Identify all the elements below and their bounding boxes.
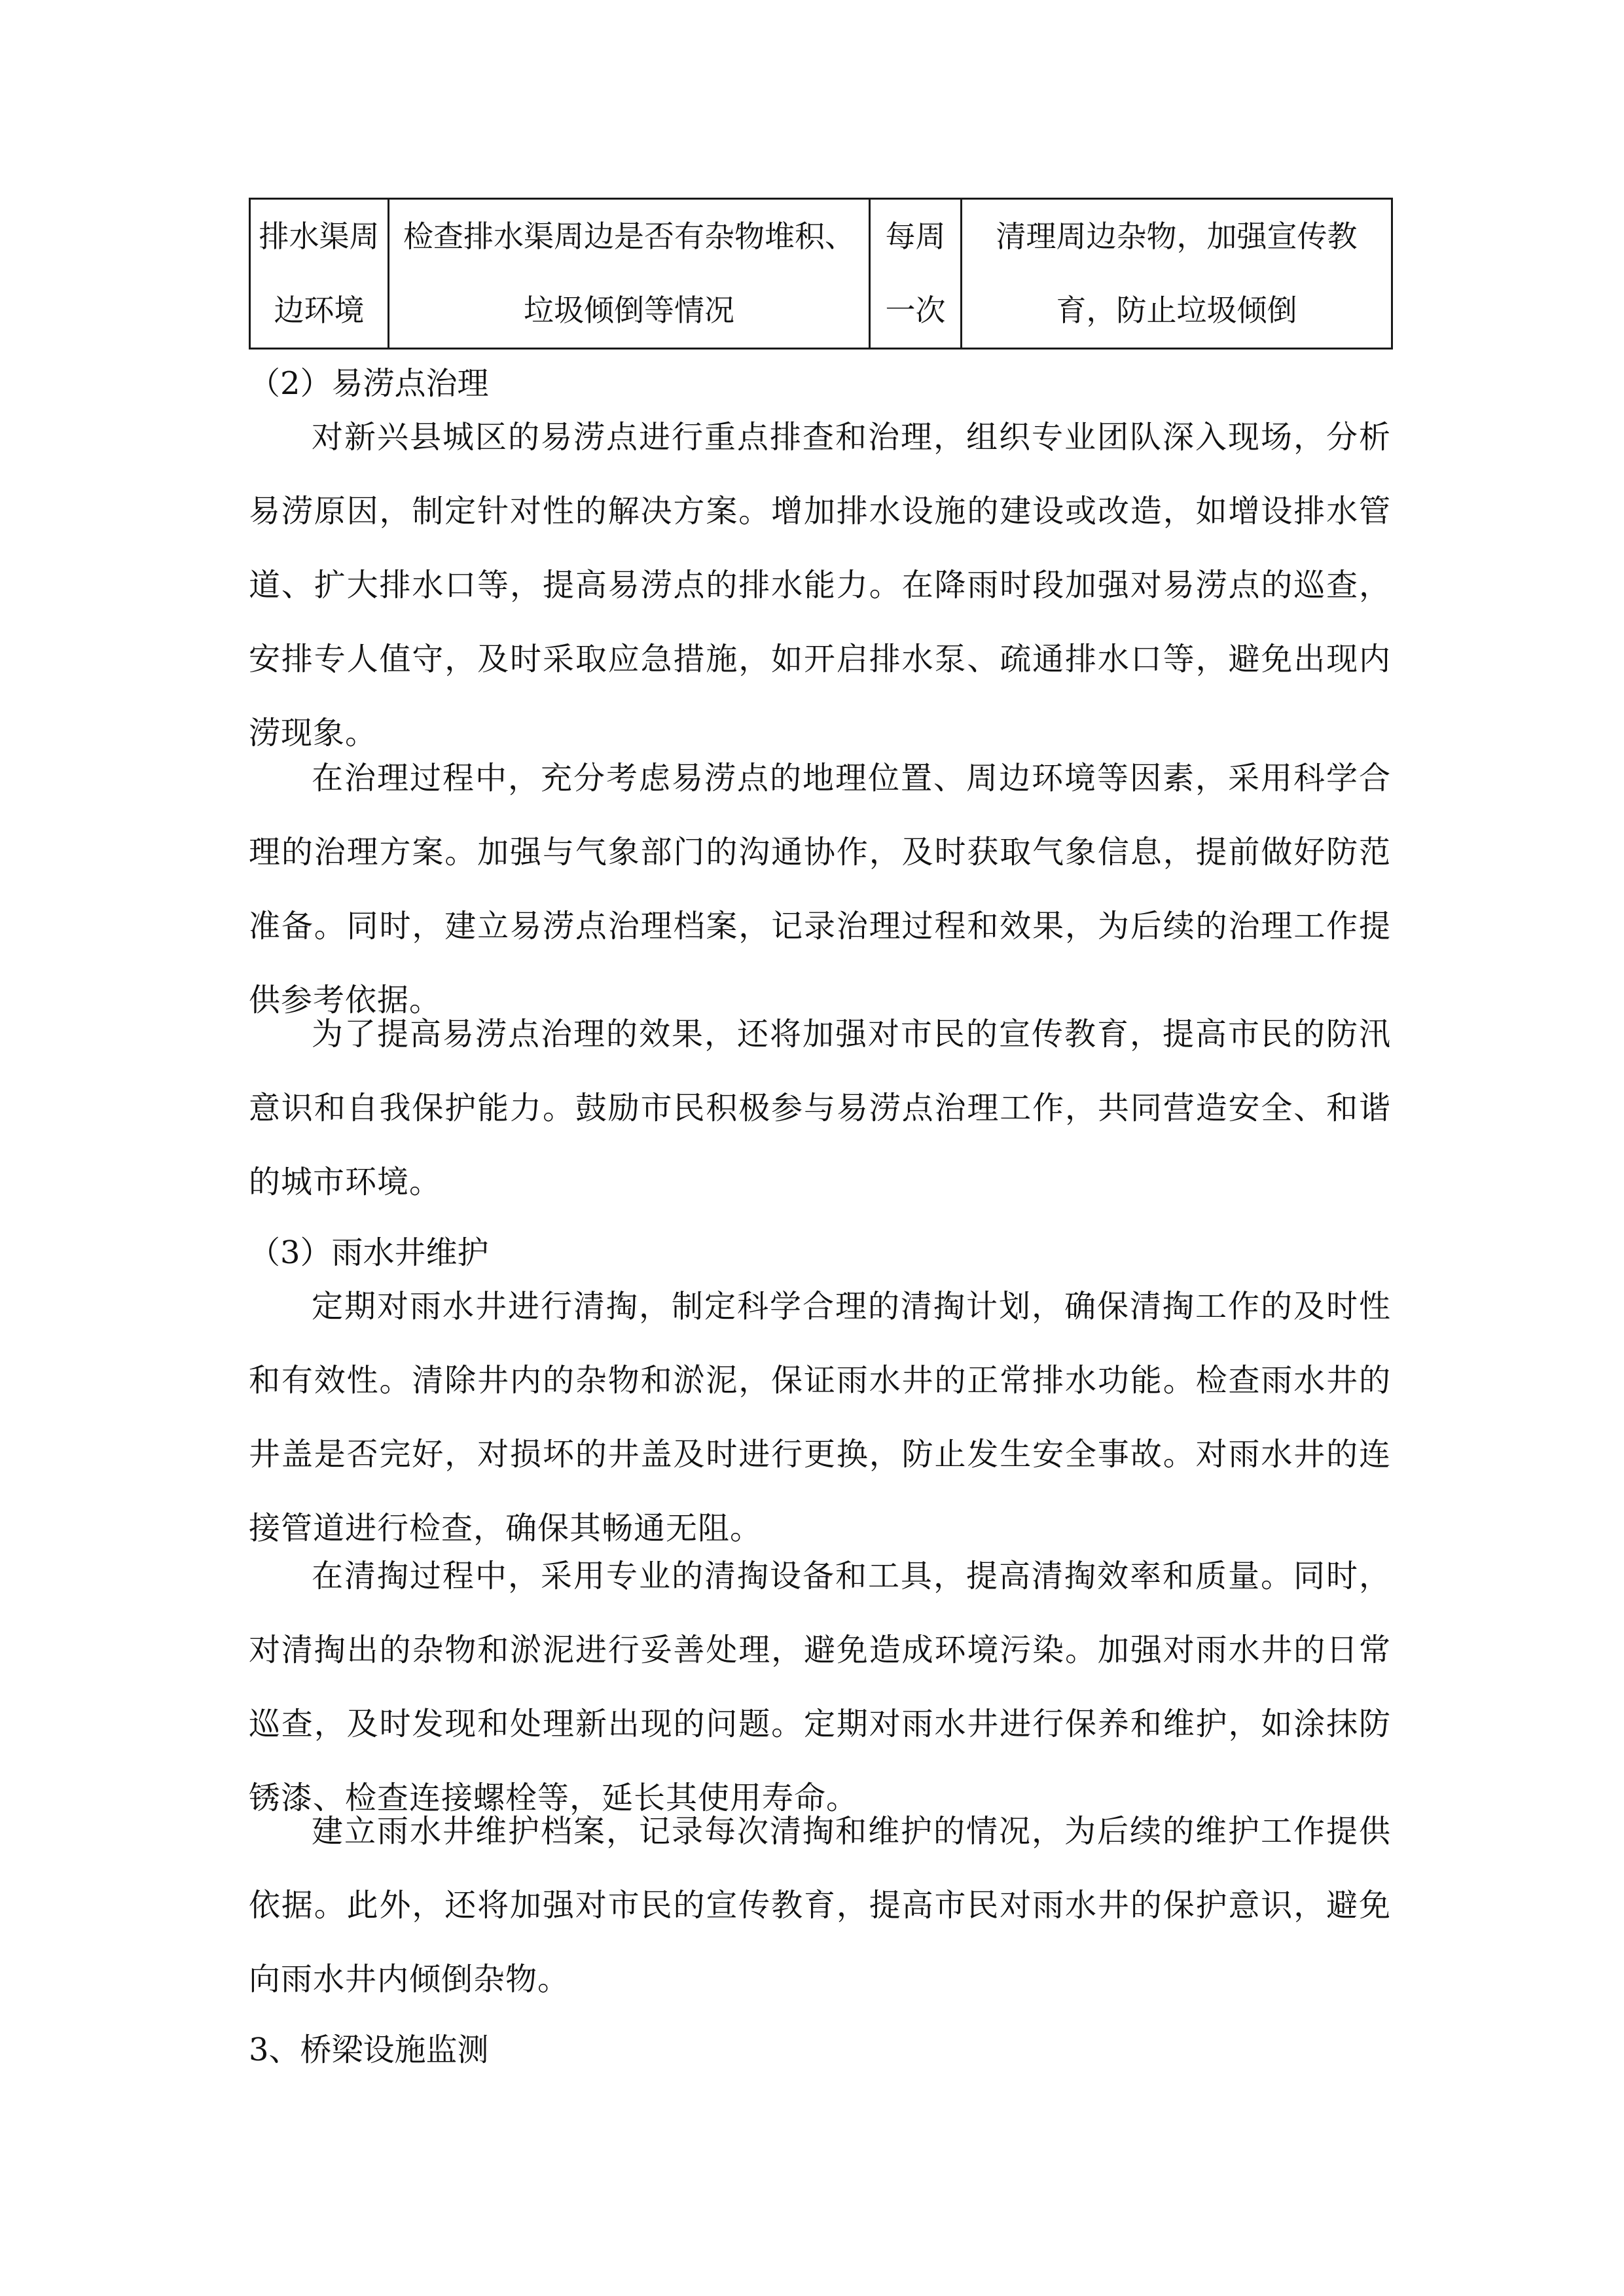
paragraph: 为了提高易涝点治理的效果，还将加强对市民的宣传教育，提高市民的防汛意识和自我保护能力。鼓励市民积极参与易涝点治理工作，共同营造安全、和谐的城市环境。: [249, 1016, 1391, 1200]
table-row: [250, 199, 1392, 349]
paragraph: 定期对雨水井进行清掏，制定科学合理的清掏计划，确保清掏工作的及时性和有效性。清除井内的杂物和淤泥，保证雨水井的正常排水功能。检查雨水井的井盖是否完好，对损坏的井盖及时进行更换，防止发生安全事故。对雨水井的连接管道进行检查，确保其畅通无阻。: [249, 1288, 1391, 1547]
table-cell-item: 排水渠周边环境: [250, 199, 389, 349]
section-heading-waterlogging: （2）易涝点治理: [249, 365, 489, 402]
paragraph: 建立雨水井维护档案，记录每次清掏和维护的情况，为后续的维护工作提供依据。此外，还将加强对市民的宣传教育，提高市民对雨水井的保护意识，避免向雨水井内倾倒杂物。: [249, 1813, 1391, 1998]
table-cell-measure: 清理周边杂物，加强宣传教育，防止垃圾倾倒: [962, 199, 1392, 349]
paragraph: 在清掏过程中，采用专业的清掏设备和工具，提高清掏效率和质量。同时，对清掏出的杂物和淤泥进行妥善处理，避免造成环境污染。加强对雨水井的日常巡查，及时发现和处理新出现的问题。定期对雨水井进行保养和维护，如涂抹防锈漆、检查连接螺栓等，延长其使用寿命。: [249, 1558, 1391, 1816]
paragraph: 对新兴县城区的易涝点进行重点排查和治理，组织专业团队深入现场，分析易涝原因，制定针对性的解决方案。增加排水设施的建设或改造，如增设排水管道、扩大排水口等，提高易涝点的排水能力。在降雨时段加强对易涝点的巡查，安排专人值守，及时采取应急措施，如开启排水泵、疏通排水口等，避免出现内涝现象。: [249, 419, 1391, 751]
section-heading-bridge-monitoring: 3、桥梁设施监测: [249, 2032, 489, 2068]
table-cell-frequency: 每周一次: [870, 199, 962, 349]
inspection-table: [249, 198, 1393, 350]
table-cell-content: 检查排水渠周边是否有杂物堆积、垃圾倾倒等情况: [389, 199, 870, 349]
section-heading-rainwater-well: （3）雨水井维护: [249, 1234, 489, 1271]
paragraph: 在治理过程中，充分考虑易涝点的地理位置、周边环境等因素，采用科学合理的治理方案。加强与气象部门的沟通协作，及时获取气象信息，提前做好防范准备。同时，建立易涝点治理档案，记录治理过程和效果，为后续的治理工作提供参考依据。: [249, 760, 1391, 1018]
